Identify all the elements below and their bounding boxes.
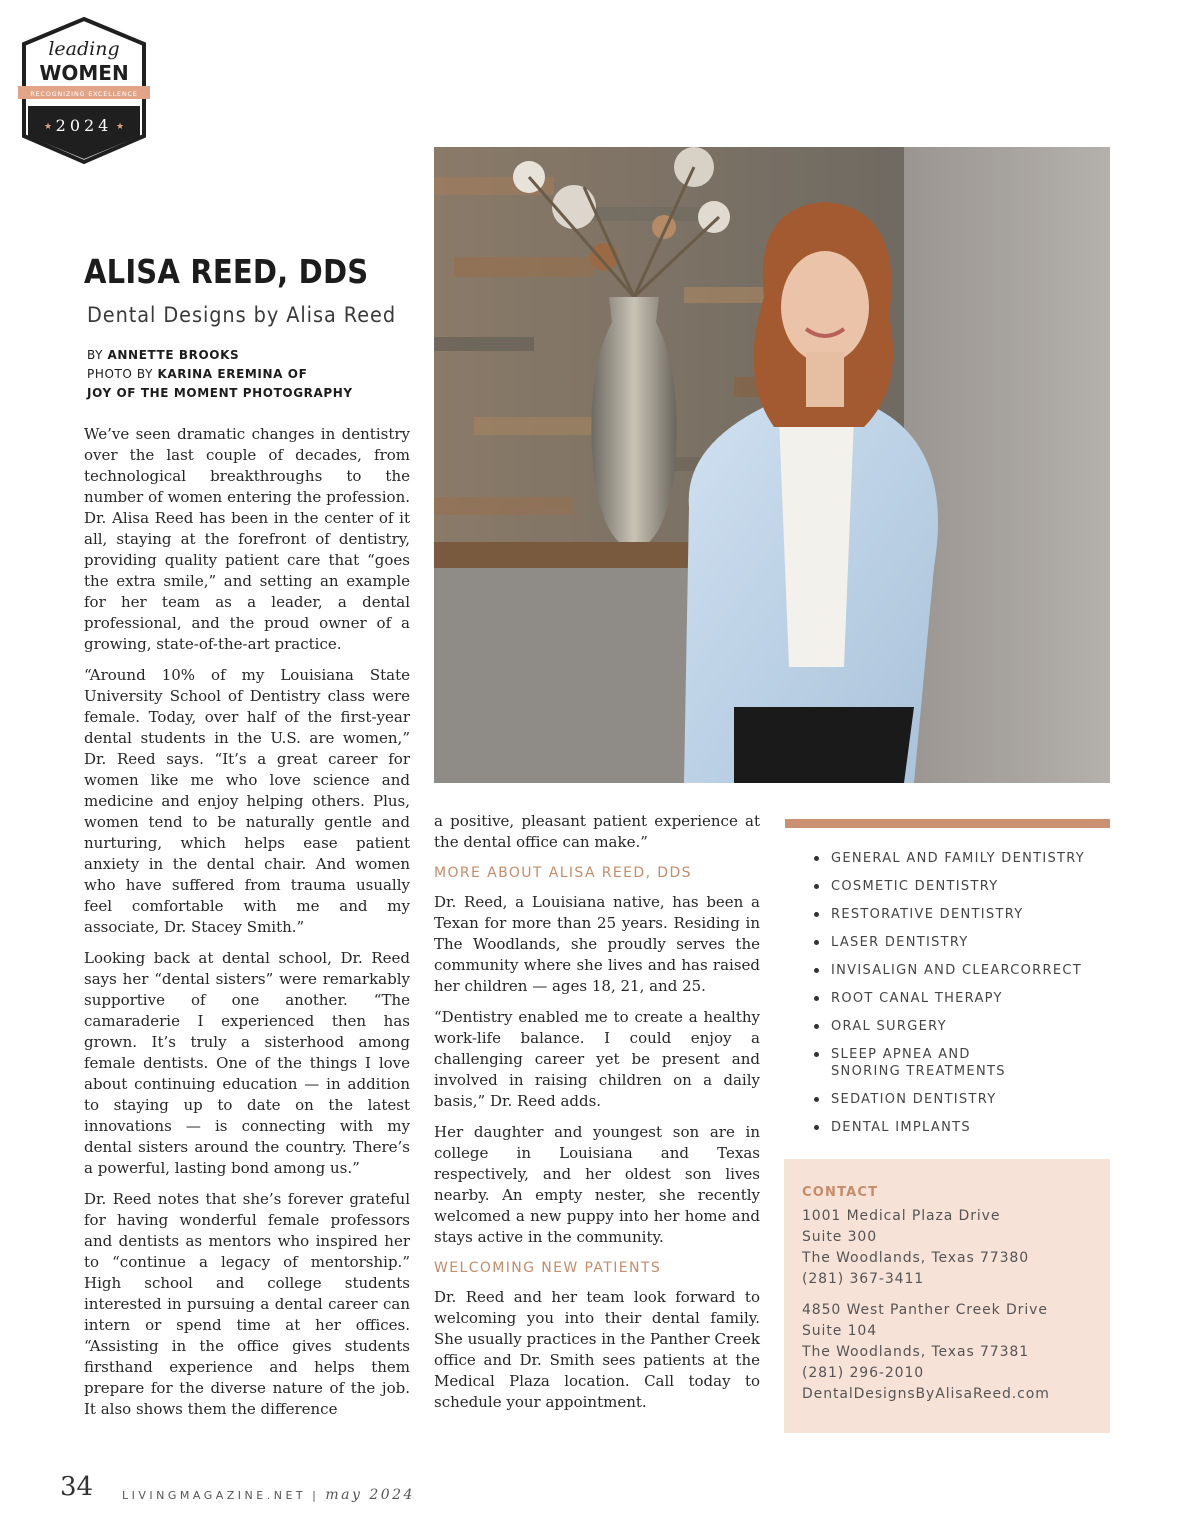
paragraph: Dr. Reed notes that she’s forever grateful for having wonderful female professors and dentists as mentors who inspired her to “continue a legacy of mentorship.” High school and college students interested in pursuing a dental career can intern or spend time at her offices. “Assisting in the office gives students firsthand experience and helps them prepare for the diverse nature of the job. It also shows them the difference (84, 1190, 410, 1418)
paragraph: “Around 10% of my Louisiana State University School of Dentistry class were female. Today, over half of the first-year dental students in the U.S. are women,” Dr. Reed says. “It’s a great career for women like me who love science and medicine and enjoy helping others. Plus, women tend to be naturally gentle and nurturing, which helps ease patient anxiety in the dental chair. And women who have suffered from trauma usually feel comfortable with me and my associate, Dr. Stacey Smith.” (84, 666, 410, 936)
badge-star-left-icon: ★ (44, 122, 53, 132)
service-item: ROOT CANAL THERAPY (812, 990, 1111, 1007)
leading-women-badge (18, 16, 150, 166)
badge-ribbon: RECOGNIZING EXCELLENCE (30, 90, 138, 98)
byline-prefix: BY (87, 348, 104, 362)
credits (87, 346, 353, 403)
paragraph: We’ve seen dramatic changes in dentistry over the last couple of decades, from technological breakthroughs to the number of women entering the profession. Dr. Alisa Reed has been in the center of it all, staying at the forefront of dentistry, providing quality patient care that “goes the extra smile,” and setting an example for her team as a leader, a dental professional, and the proud owner of a growing, state-of-the-art practice. (84, 425, 410, 653)
badge-year: 2024 (55, 116, 113, 135)
paragraph: Dr. Reed, a Louisiana native, has been a Texan for more than 25 years. Residing in The Woodlands, she proudly serves the community where she lives and has raised her children — ages 18, 21, and 25. (434, 893, 760, 995)
address-line: Suite 104 (802, 1323, 878, 1339)
paragraph: a positive, pleasant patient experience at the dental office can make.” (434, 812, 760, 851)
photographer-line1: KARINA EREMINA OF (157, 367, 308, 381)
service-item: SEDATION DENTISTRY (812, 1091, 1111, 1108)
footer-issue: may 2024 (325, 1487, 415, 1503)
office-1-address (802, 1206, 1092, 1290)
portrait-photo (434, 147, 1110, 783)
author: ANNETTE BROOKS (107, 348, 240, 362)
office-2-address (802, 1300, 1092, 1405)
practice-name: Dental Designs by Alisa Reed (87, 303, 397, 327)
accent-rule (785, 819, 1110, 828)
service-item: LASER DENTISTRY (812, 934, 1111, 951)
article-column-2 (434, 811, 760, 1423)
footer-site[interactable]: LIVINGMAGAZINE.NET (122, 1489, 307, 1502)
contact-box (784, 1159, 1110, 1433)
paragraph: Dr. Reed and her team look forward to welcoming you into their dental family. She usually practices in the Panther Creek office and Dr. Smith sees patients at the Medical Plaza location. Call today to schedule your appointment. (434, 1288, 760, 1411)
badge-script: leading (48, 38, 120, 60)
subhead-more-about: MORE ABOUT ALISA REED, DDS (434, 865, 692, 881)
contact-title: CONTACT (802, 1185, 879, 1200)
paragraph: Looking back at dental school, Dr. Reed says her “dental sisters” were remarkably supportive of one another. “The camaraderie I experienced then has grown. It’s truly a sisterhood among female dentists. One of the things I love about continuing education — in addition to staying up to date on the latest innovations — is connecting with my dental sisters around the country. There’s a powerful, lasting bond among us.” (84, 949, 410, 1177)
photo-prefix: PHOTO BY (87, 367, 154, 381)
address-line: Suite 300 (802, 1229, 878, 1245)
badge-star-right-icon: ★ (116, 122, 125, 132)
service-item: GENERAL AND FAMILY DENTISTRY (812, 850, 1111, 867)
subhead-welcoming: WELCOMING NEW PATIENTS (434, 1260, 662, 1276)
address-line: The Woodlands, Texas 77381 (802, 1344, 1030, 1360)
paragraph: “Dentistry enabled me to create a healthy work-life balance. I could enjoy a challenging career yet be present and involved in raising children on a daily basis,” Dr. Reed adds. (434, 1008, 760, 1110)
footer-separator: | (312, 1489, 320, 1502)
badge-bold: WOMEN (39, 61, 129, 85)
paragraph: Her daughter and youngest son are in college in Louisiana and Texas respectively, and her oldest son lives nearby. An empty nester, she recently welcomed a new puppy into her home and stays active in the community. (434, 1123, 760, 1246)
address-line: 4850 West Panther Creek Drive (802, 1302, 1048, 1318)
service-item: SLEEP APNEA AND SNORING TREATMENTS (812, 1046, 1006, 1080)
service-item: COSMETIC DENTISTRY (812, 878, 1111, 895)
article-column-1 (84, 424, 410, 1430)
phone-link[interactable]: (281) 296-2010 (802, 1365, 925, 1381)
service-item: DENTAL IMPLANTS (812, 1119, 1111, 1136)
page-number: 34 (60, 1472, 94, 1502)
photographer-line2: JOY OF THE MOMENT PHOTOGRAPHY (87, 386, 353, 400)
services-list (812, 850, 1111, 1147)
address-line: 1001 Medical Plaza Drive (802, 1208, 1001, 1224)
website-link[interactable]: DentalDesignsByAlisaReed.com (802, 1386, 1050, 1402)
address-line: The Woodlands, Texas 77380 (802, 1250, 1030, 1266)
service-item: ORAL SURGERY (812, 1018, 1111, 1035)
service-item: RESTORATIVE DENTISTRY (812, 906, 1111, 923)
footer (122, 1487, 415, 1503)
article-title: ALISA REED, DDS (84, 252, 369, 291)
phone-link[interactable]: (281) 367-3411 (802, 1271, 925, 1287)
service-item: INVISALIGN AND CLEARCORRECT (812, 962, 1111, 979)
